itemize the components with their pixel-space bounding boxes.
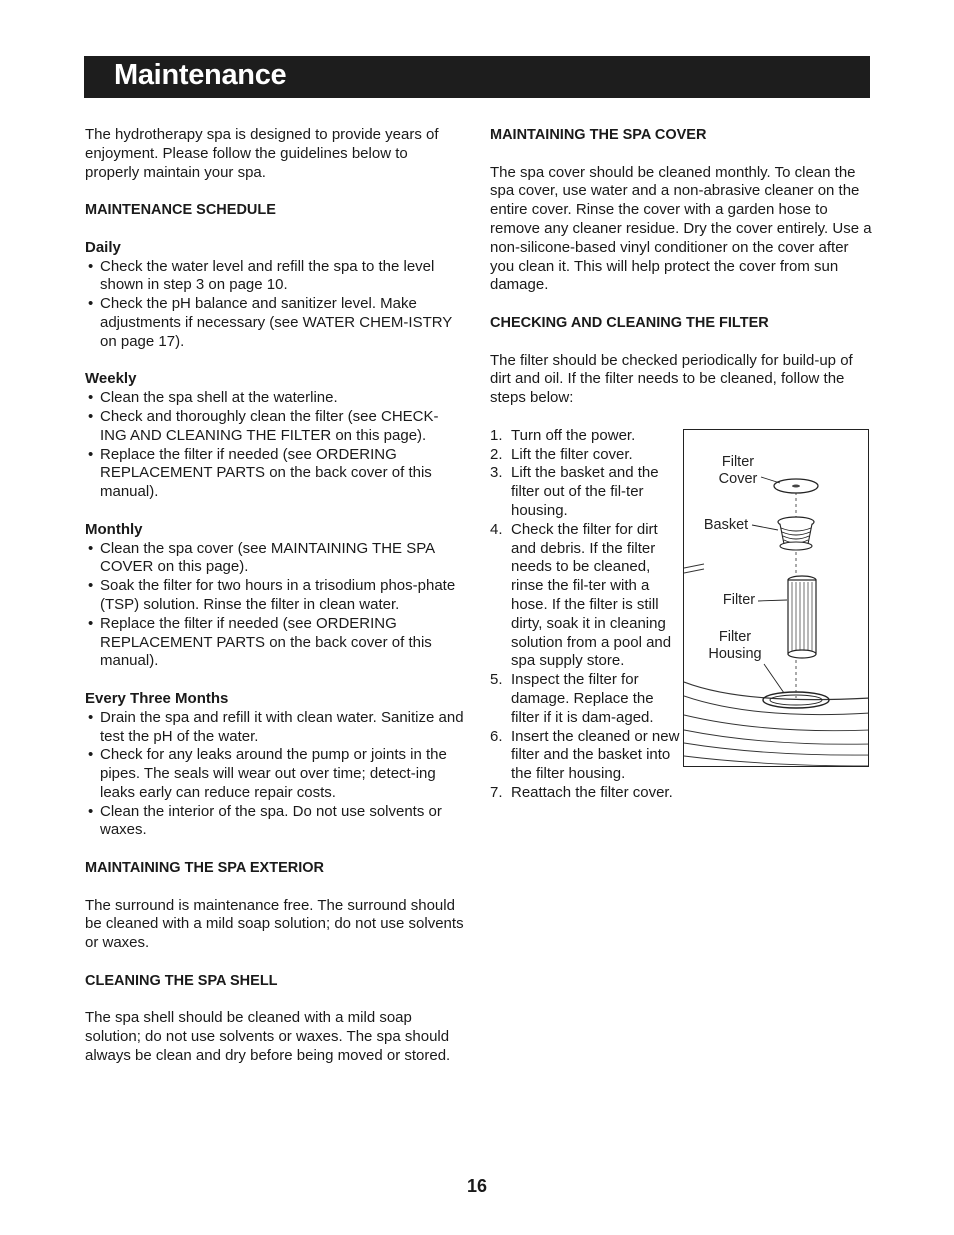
filter-cover-label: Filter Cover	[718, 454, 758, 487]
daily-list	[85, 258, 465, 352]
list-item: • Check the pH balance and sanitizer level. Make adjustments if necessary (see WATER CHEM-ISTRY on page 17).	[85, 295, 465, 351]
list-item: 3. Lift the basket and the filter out of the fil-ter housing.	[490, 464, 659, 519]
shell-heading: CLEANING THE SPA SHELL	[85, 972, 278, 989]
exterior-text: The surround is maintenance free. The surround should be cleaned with a mild soap solution; do not use solvents or waxes.	[85, 896, 464, 952]
filter-heading: CHECKING AND CLEANING THE FILTER	[490, 314, 769, 331]
filter-diagram	[683, 429, 869, 767]
list-item: 1. Turn off the power.	[490, 426, 636, 444]
three-months-heading: Every Three Months	[85, 689, 229, 707]
schedule-heading: MAINTENANCE SCHEDULE	[85, 202, 276, 219]
page-title: Maintenance	[114, 59, 287, 91]
list-item: • Check for any leaks around the pump or joints in the pipes. The seals will wear out over time; detect-ing leaks early can reduce repair costs.	[85, 746, 465, 802]
weekly-list	[85, 389, 465, 502]
list-item: • Check and thoroughly clean the filter (see CHECK-ING AND CLEANING THE FILTER on this page).	[85, 408, 465, 446]
list-item: • Drain the spa and refill it with clean water. Sanitize and test the pH of the water.	[85, 709, 465, 747]
list-item: • Check the water level and refill the spa to the level shown in step 3 on page 10.	[85, 258, 465, 296]
filter-intro: The filter should be checked periodically for build-up of dirt and oil. If the filter needs to be cleaned, follow the steps below:	[490, 351, 853, 407]
list-item: 4. Check the filter for dirt and debris. If the filter needs to be cleaned, rinse the fil-ter with a hose. If the filter is still dirty, soak it in cleaning solution from a pool and spa supply store.	[490, 520, 672, 670]
list-item: 7. Reattach the filter cover.	[490, 783, 673, 801]
list-item: • Replace the filter if needed (see ORDERING REPLACEMENT PARTS on the back cover of this manual).	[85, 446, 465, 502]
cover-text: The spa cover should be cleaned monthly. To clean the spa cover, use water and a non-abrasive cleaner on the entire cover. Rinse the cover with a garden hose to remove any cleaner residue. Dry the cover entirely. Use a non-silicone-based vinyl conditioner on the cover after you clean it. This will help protect the cover from sun damage.	[490, 163, 872, 294]
title-bar	[84, 56, 870, 98]
list-item: 5. Inspect the filter for damage. Replace the filter if it is dam-aged.	[490, 671, 654, 726]
list-item: • Replace the filter if needed (see ORDERING REPLACEMENT PARTS on the back cover of this manual).	[85, 615, 465, 671]
shell-text: The spa shell should be cleaned with a mild soap solution; do not use solvents or waxes. The spa should always be clean and dry before being moved or stored.	[85, 1009, 451, 1065]
daily-heading: Daily	[85, 238, 121, 256]
filter-diagram-illustration	[684, 430, 869, 767]
monthly-list	[85, 540, 465, 672]
weekly-heading: Weekly	[85, 370, 137, 388]
page-number: 16	[466, 1176, 488, 1196]
intro-text: The hydrotherapy spa is designed to provide years of enjoyment. Please follow the guidelines below to properly maintain your spa.	[85, 126, 439, 181]
list-item: 6. Insert the cleaned or new filter and the basket into the filter housing.	[490, 727, 680, 783]
cover-heading: MAINTAINING THE SPA COVER	[490, 127, 707, 143]
exterior-heading: MAINTAINING THE SPA EXTERIOR	[85, 860, 324, 877]
three-months-list	[85, 709, 465, 841]
list-item: • Clean the spa shell at the waterline.	[85, 389, 465, 408]
list-item: • Clean the spa cover (see MAINTAINING THE SPA COVER on this page).	[85, 540, 465, 578]
list-item: • Soak the filter for two hours in a trisodium phos-phate (TSP) solution. Rinse the filter in clean water.	[85, 577, 465, 615]
filter-label: Filter	[722, 592, 756, 608]
list-item: 2. Lift the filter cover.	[490, 445, 633, 463]
monthly-heading: Monthly	[85, 520, 143, 538]
list-item: • Clean the interior of the spa. Do not use solvents or waxes.	[85, 803, 465, 841]
left-column	[85, 126, 465, 1066]
filter-housing-label: Filter Housing	[708, 629, 762, 662]
basket-label: Basket	[703, 517, 749, 533]
